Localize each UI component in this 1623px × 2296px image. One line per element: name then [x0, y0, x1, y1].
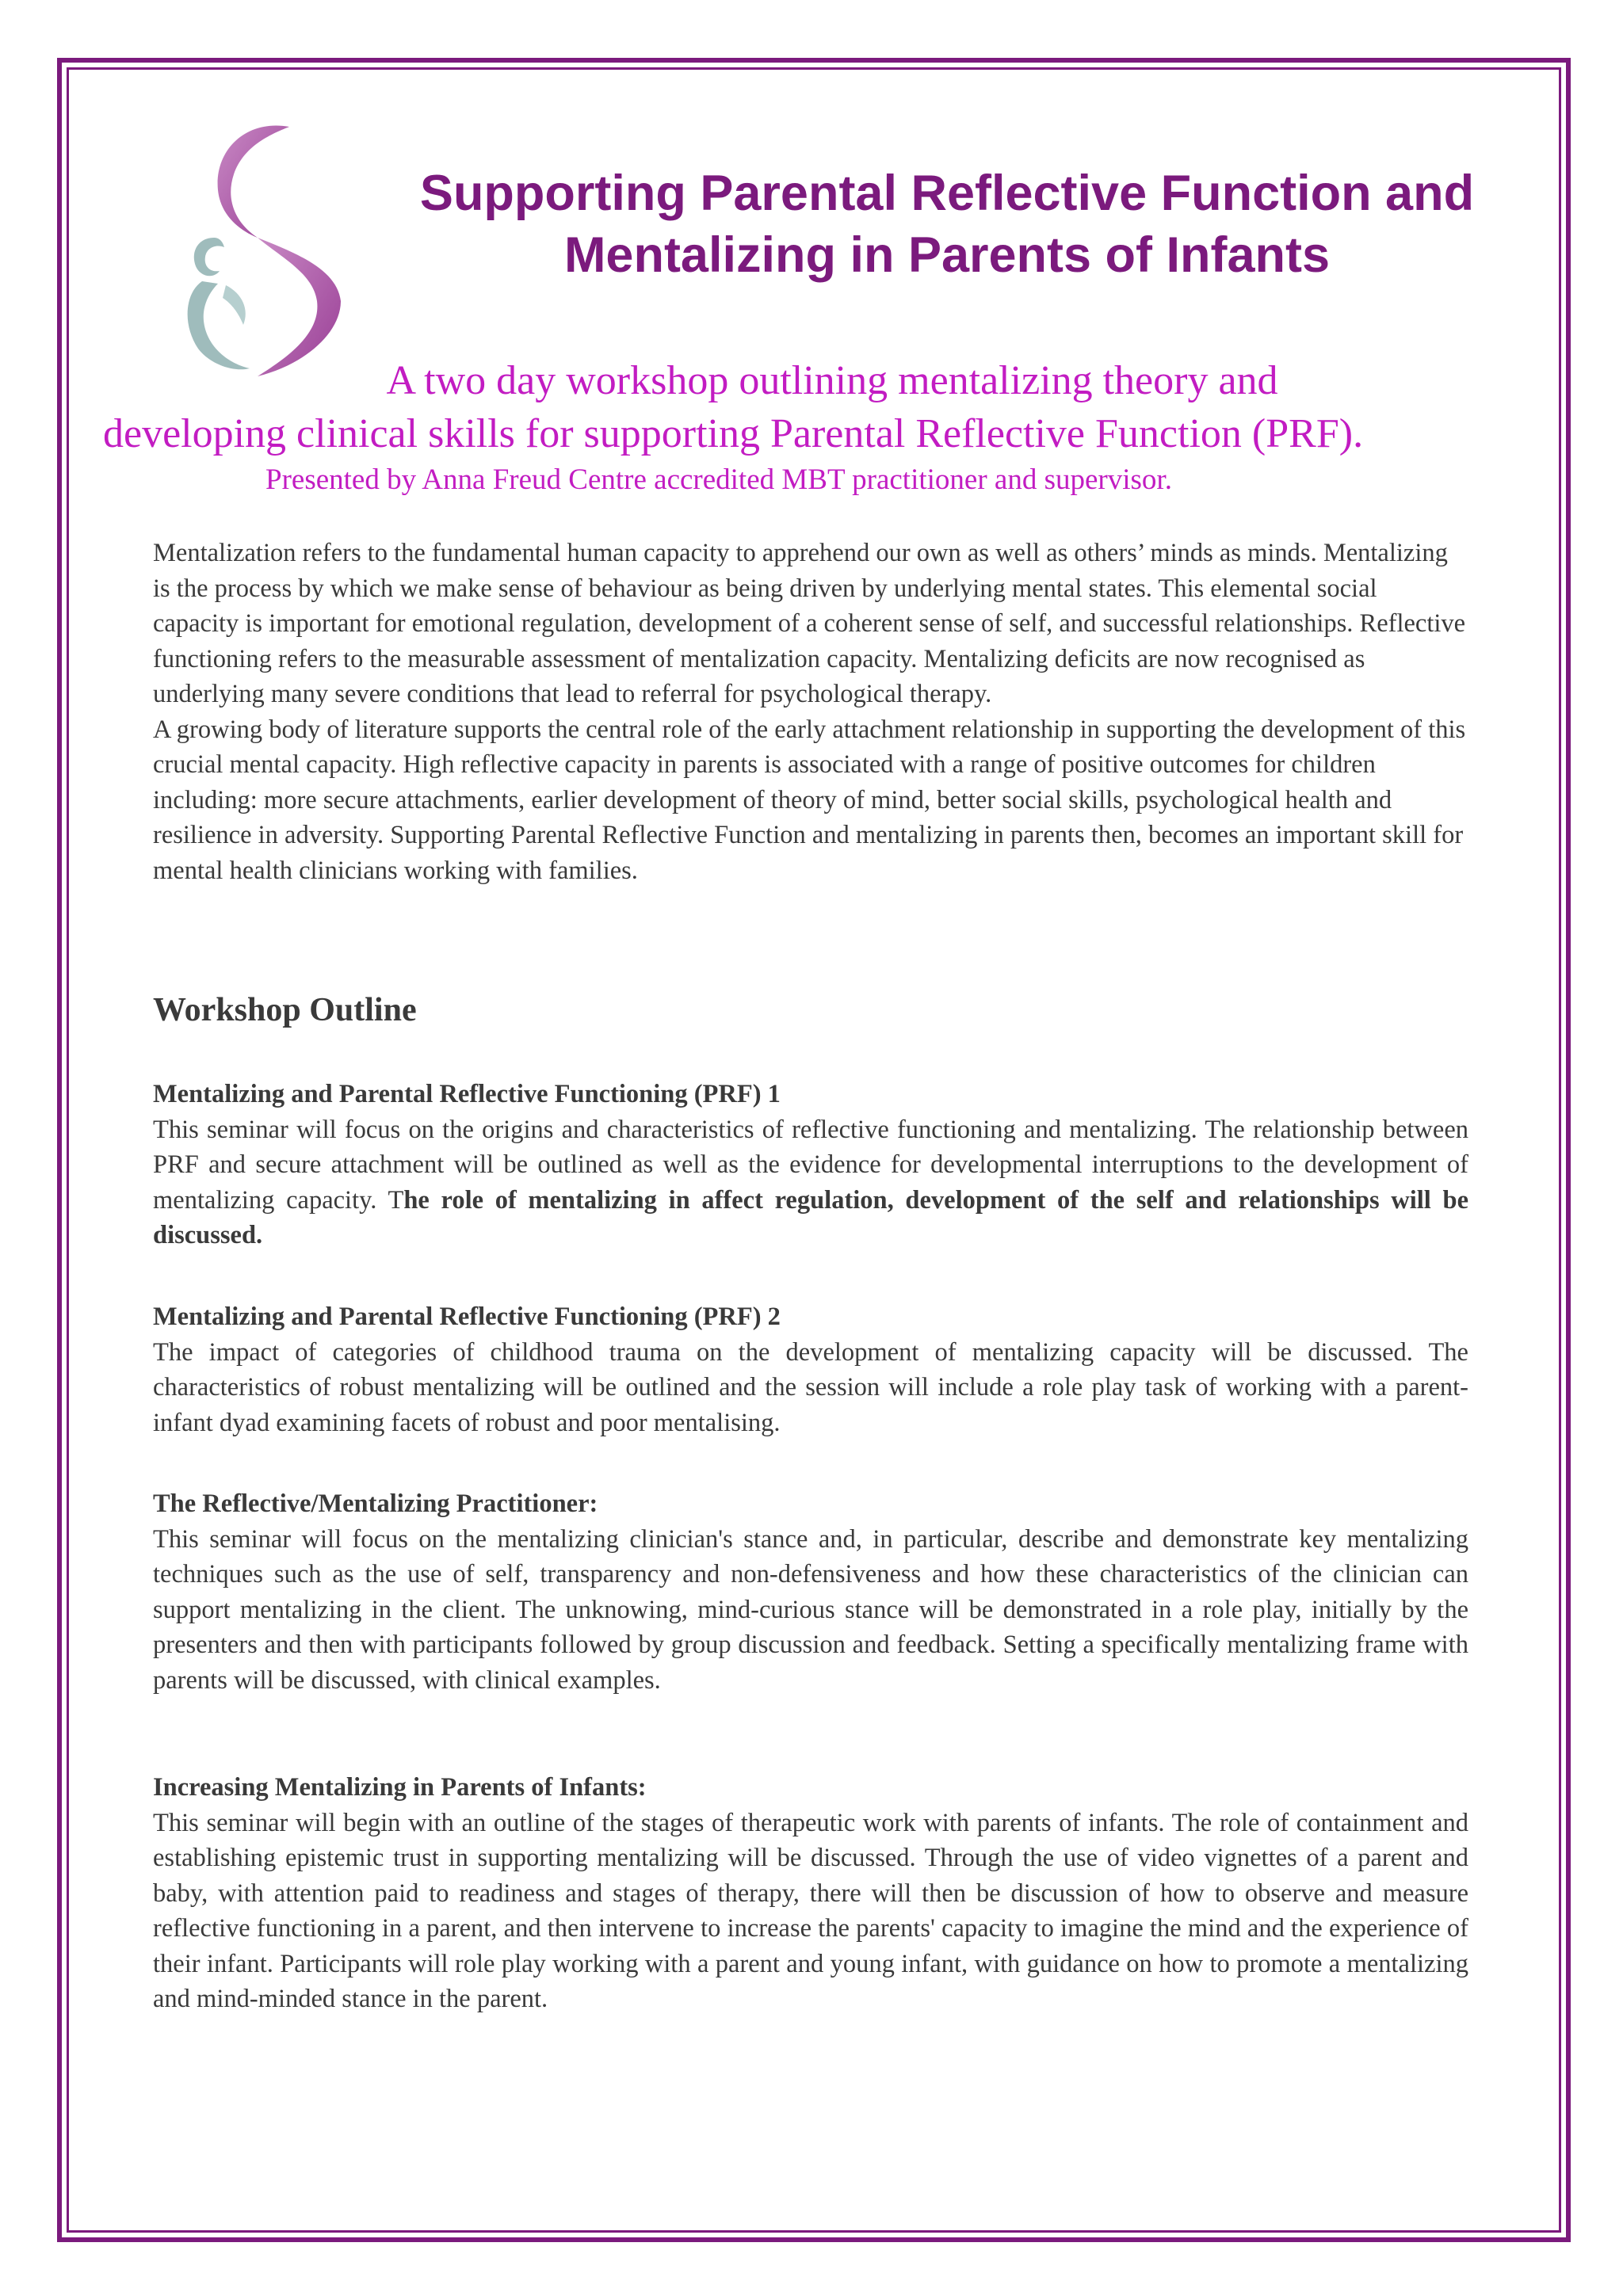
session-description: This seminar will begin with an outline of the stages of therapeutic work with parents of infants. The role of containment and establishing epistemic trust in supporting mentalizing will be discussed. Through the use of video vignettes of a parent and baby, with attention paid to readiness and stages of therapy, there will then be discussion of how to observe and measure reflective functioning in a parent, and then intervene to increase the parents' capacity to imagine the mind and the experience of their infant. Participants will role play working with a parent and young infant, with guidance on how to promote a mentalizing and mind-minded stance in the parent. [153, 1808, 1468, 2013]
session-title: Mentalizing and Parental Reflective Functioning (PRF) 1 [153, 1080, 781, 1108]
presenter-line: Presented by Anna Freud Centre accredited MBT practitioner and supervisor. [265, 463, 1172, 496]
session-increasing-mentalizing [153, 1770, 1468, 2017]
title-line-1: Supporting Parental Reflective Function and [419, 166, 1475, 221]
subtitle-line-2: developing clinical skills for supporting Parental Reflective Function (PRF). [103, 411, 1364, 456]
session-description-bold: he role of mentalizing in affect regulation, development of the self and relationships will be discussed. [153, 1185, 1469, 1249]
mother-and-child-logo-icon [170, 111, 353, 388]
session-title: Mentalizing and Parental Reflective Functioning (PRF) 2 [153, 1302, 781, 1331]
subtitle-line-1: A two day workshop outlining mentalizing theory and [386, 358, 1278, 403]
session-prf-2 [153, 1299, 1468, 1440]
session-prf-1 [153, 1077, 1468, 1253]
workshop-outline-heading: Workshop Outline [153, 992, 417, 1028]
session-title: The Reflective/Mentalizing Practitioner: [153, 1489, 598, 1518]
session-description: This seminar will focus on the mentalizing clinician's stance and, in particular, describe and demonstrate key mentalizing techniques such as the use of self, transparency and non-defensiveness and how these characteristics of the clinician can support mentalizing in the client. The unknowing, mind-curious stance will be demonstrated in a role play, initially by the presenters and then with participants followed by group discussion and feedback. Setting a specifically mentalizing frame with parents will be discussed, with clinical examples. [153, 1524, 1468, 1695]
session-description: The impact of categories of childhood trauma on the development of mentalizing capacity will be discussed. The characteristics of robust mentalizing will be outlined and the session will include a role play task of working with a parent-infant dyad examining facets of robust and poor mentalising. [153, 1337, 1468, 1437]
session-reflective-practitioner [153, 1486, 1468, 1698]
intro-paragraph-1: Mentalization refers to the fundamental human capacity to apprehend our own as well as others’ minds as minds. Mentalizing is the process by which we make sense of behaviour as being driven by underlying mental states. This elemental social capacity is important for emotional regulation, development of a coherent sense of self, and successful relationships. Reflective functioning refers to the measurable assessment of mentalization capacity. Mentalizing deficits are now recognised as underlying many severe conditions that lead to referral for psychological therapy. [153, 539, 1466, 708]
session-description-plain: This seminar will focus on the origins and characteristics of reflective functioning and mentalizing. The relationship between PRF and secure attachment will be outlined as well as the evidence for developmental interruptions to the development of mentalizing capacity. T [153, 1115, 1468, 1215]
session-description [153, 1112, 1468, 1253]
page-title [341, 162, 1553, 286]
intro-paragraph-2: A growing body of literature supports the central role of the early attachment relationship in supporting the development of this crucial mental capacity. High reflective capacity in parents is associated with a range of positive outcomes for children including: more secure attachments, earlier development of theory of mind, better social skills, psychological health and resilience in adversity. Supporting Parental Reflective Function and mentalizing in parents then, becomes an important skill for mental health clinicians working with families. [153, 715, 1466, 885]
session-title: Increasing Mentalizing in Parents of Infants: [153, 1773, 647, 1802]
intro-text [153, 536, 1468, 888]
title-line-2: Mentalizing in Parents of Infants [563, 227, 1331, 283]
